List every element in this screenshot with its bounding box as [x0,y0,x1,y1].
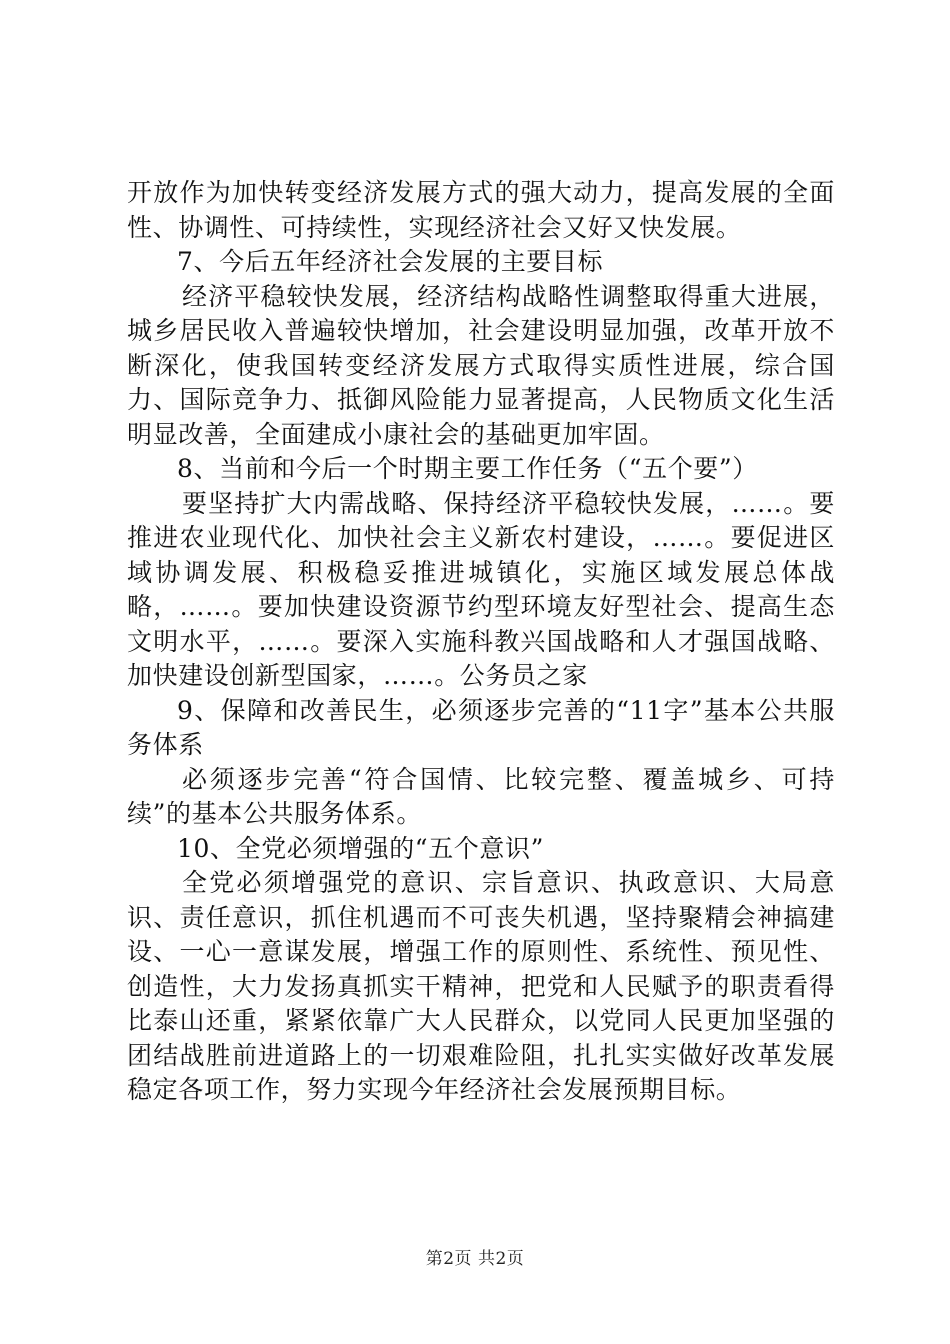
page-number-footer: 第2页 共2页 [425,1249,525,1269]
section-heading-10: 10、全党必须增强的“五个意识” [177,833,544,863]
section-heading-8: 8、当前和今后一个时期主要工作任务（“五个要”） [177,454,758,483]
section-heading-7: 7、今后五年经济社会发展的主要目标 [177,247,604,276]
document-body [127,176,835,1108]
paragraph-tasks: 要坚持扩大内需战略、保持经济平稳较快发展，……。要推进农业现代化、加快社会主义新农村建设，……。要促进区域协调发展、积极稳妥推进城镇化，实施区域发展总体战略，……。要加快建设资源节约型环境友好型社会、提高生态文明水平，……。要深入实施科教兴国战略和人才强国战略、加快建设创新型国家，……。公务员之家 [127,488,835,690]
paragraph-continuation: 开放作为加快转变经济发展方式的强大动力，提高发展的全面性、协调性、可持续性，实现经济社会又好又快发展。 [127,178,835,242]
paragraph-public-services: 必须逐步完善“符合国情、比较完整、覆盖城乡、可持续”的基本公共服务体系。 [127,764,835,828]
section-heading-9: 9、保障和改善民生，必须逐步完善的“11字”基本公共服务体系 [127,695,835,759]
paragraph-five-awareness: 全党必须增强党的意识、宗旨意识、执政意识、大局意识、责任意识，抓住机遇而不可丧失机遇，坚持聚精会神搞建设、一心一意谋发展，增强工作的原则性、系统性、预见性、创造性，大力发扬真抓实干精神，把党和人民赋予的职责看得比泰山还重，紧紧依靠广大人民群众，以党同人民更加坚强的团结战胜前进道路上的一切艰难险阻，扎扎实实做好改革发展稳定各项工作，努力实现今年经济社会发展预期目标。 [127,868,835,1104]
paragraph-goals: 经济平稳较快发展，经济结构战略性调整取得重大进展，城乡居民收入普遍较快增加，社会建设明显加强，改革开放不断深化，使我国转变经济发展方式取得实质性进展，综合国力、国际竞争力、抵御风险能力显著提高，人民物质文化生活明显改善，全面建成小康社会的基础更加牢固。 [127,281,835,449]
